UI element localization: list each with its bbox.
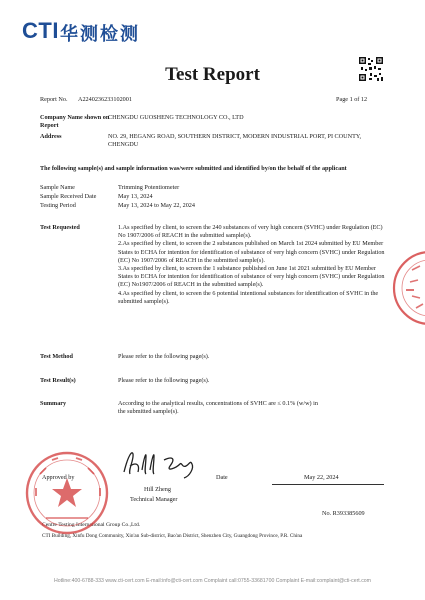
cti-logo: CTI bbox=[22, 18, 59, 43]
sample-intro: The following sample(s) and sample information was/were submitted and identified by/on the behalf of the applicant bbox=[40, 165, 347, 172]
sample-name-label: Sample Name bbox=[40, 184, 75, 191]
qr-code-icon bbox=[358, 56, 384, 82]
company-name: CHENGDU GUOSHENG TECHNOLOGY CO., LTD bbox=[108, 114, 244, 121]
test-method: Please refer to the following page(s). bbox=[118, 353, 210, 360]
company-seal-icon bbox=[22, 448, 112, 538]
organization-address: CTI Building, Xinfu Dong Community, Xin'an Sub-district, Bao'an District, Shenzhen City, Guangdong Province, P.R. China bbox=[42, 533, 303, 539]
page-title: Test Report bbox=[165, 64, 260, 85]
sample-date: May 13, 2024 bbox=[118, 193, 153, 200]
requested-item: 4.As specified by client, to screen the 6 potential intentional substances for identification of SVHC in the submitted sample(s). bbox=[118, 289, 379, 305]
signature-icon bbox=[120, 446, 200, 480]
approval-date: May 22, 2024 bbox=[304, 474, 339, 481]
sample-name: Trimming Potentiometer bbox=[118, 184, 180, 191]
testing-period: May 13, 2024 to May 22, 2024 bbox=[118, 202, 195, 209]
requested-item: 2.As specified by client, to screen the 2 substances published on March 1st 2024 submitted by EU Member States to ECHA for intention for identification of substance of very high concern (SVHC) under Regulation (EC) No 1907/2006 of REACH in the submitted sample(s). bbox=[118, 240, 385, 264]
signer-role: Technical Manager bbox=[130, 496, 178, 503]
test-results-label: Test Result(s) bbox=[40, 377, 76, 384]
summary: According to the analytical results, concentrations of SVHC are ≤ 0.1% (w/w) in the submitted sample(s). bbox=[118, 400, 318, 416]
testing-period-label: Testing Period bbox=[40, 202, 76, 209]
test-requested-list bbox=[118, 224, 390, 306]
seal-stamp-icon bbox=[390, 240, 425, 340]
company-name-label: Company Name shown on Report bbox=[40, 114, 110, 130]
test-method-label: Test Method bbox=[40, 353, 73, 360]
address-label: Address bbox=[40, 133, 62, 140]
report-number: A2240236233102001 bbox=[78, 96, 132, 103]
certificate-number: No. R393385609 bbox=[322, 510, 365, 517]
sample-date-label: Sample Received Date bbox=[40, 193, 97, 200]
test-requested-label: Test Requested bbox=[40, 224, 80, 231]
requested-item: 1.As specified by client, to screen the 240 substances of very high concern (SVHC) under Regulation (EC) No 1907/2006 of REACH in the submitted sample(s). bbox=[118, 224, 383, 240]
footer-contacts: Hotline:400-6788-333 www.cti-cert.com E-mail:info@cti-cert.com Complaint call:0755-33681700 Complaint E-mail:complaint@cti-cert.com bbox=[53, 578, 371, 584]
cti-logo-chinese: 华测检测 bbox=[60, 24, 140, 45]
signer-name: Hill Zheng bbox=[144, 486, 171, 493]
approved-by-label: Approved by bbox=[42, 474, 75, 481]
requested-item: 3.As specified by client, to screen the 1 substance published on June 1st 2021 submitted by EU Member States to ECHA for intention for identification of substance of very high concern (SVHC) under Regulation (EC) No1907/2006 of REACH in the submitted sample(s). bbox=[118, 265, 385, 289]
organization: Centre Testing International Group Co.,Ltd. bbox=[42, 522, 141, 528]
date-underline bbox=[272, 484, 384, 485]
date-label: Date bbox=[216, 474, 228, 481]
summary-label: Summary bbox=[40, 400, 67, 407]
page-indicator: Page 1 of 12 bbox=[336, 96, 368, 103]
test-results: Please refer to the following page(s). bbox=[118, 377, 210, 384]
report-number-label: Report No. bbox=[40, 96, 68, 103]
address: NO. 29, HEGANG ROAD, SOUTHERN DISTRICT, MODERN INDUSTRIAL PORT, PI COUNTY, CHENGDU bbox=[108, 133, 362, 149]
